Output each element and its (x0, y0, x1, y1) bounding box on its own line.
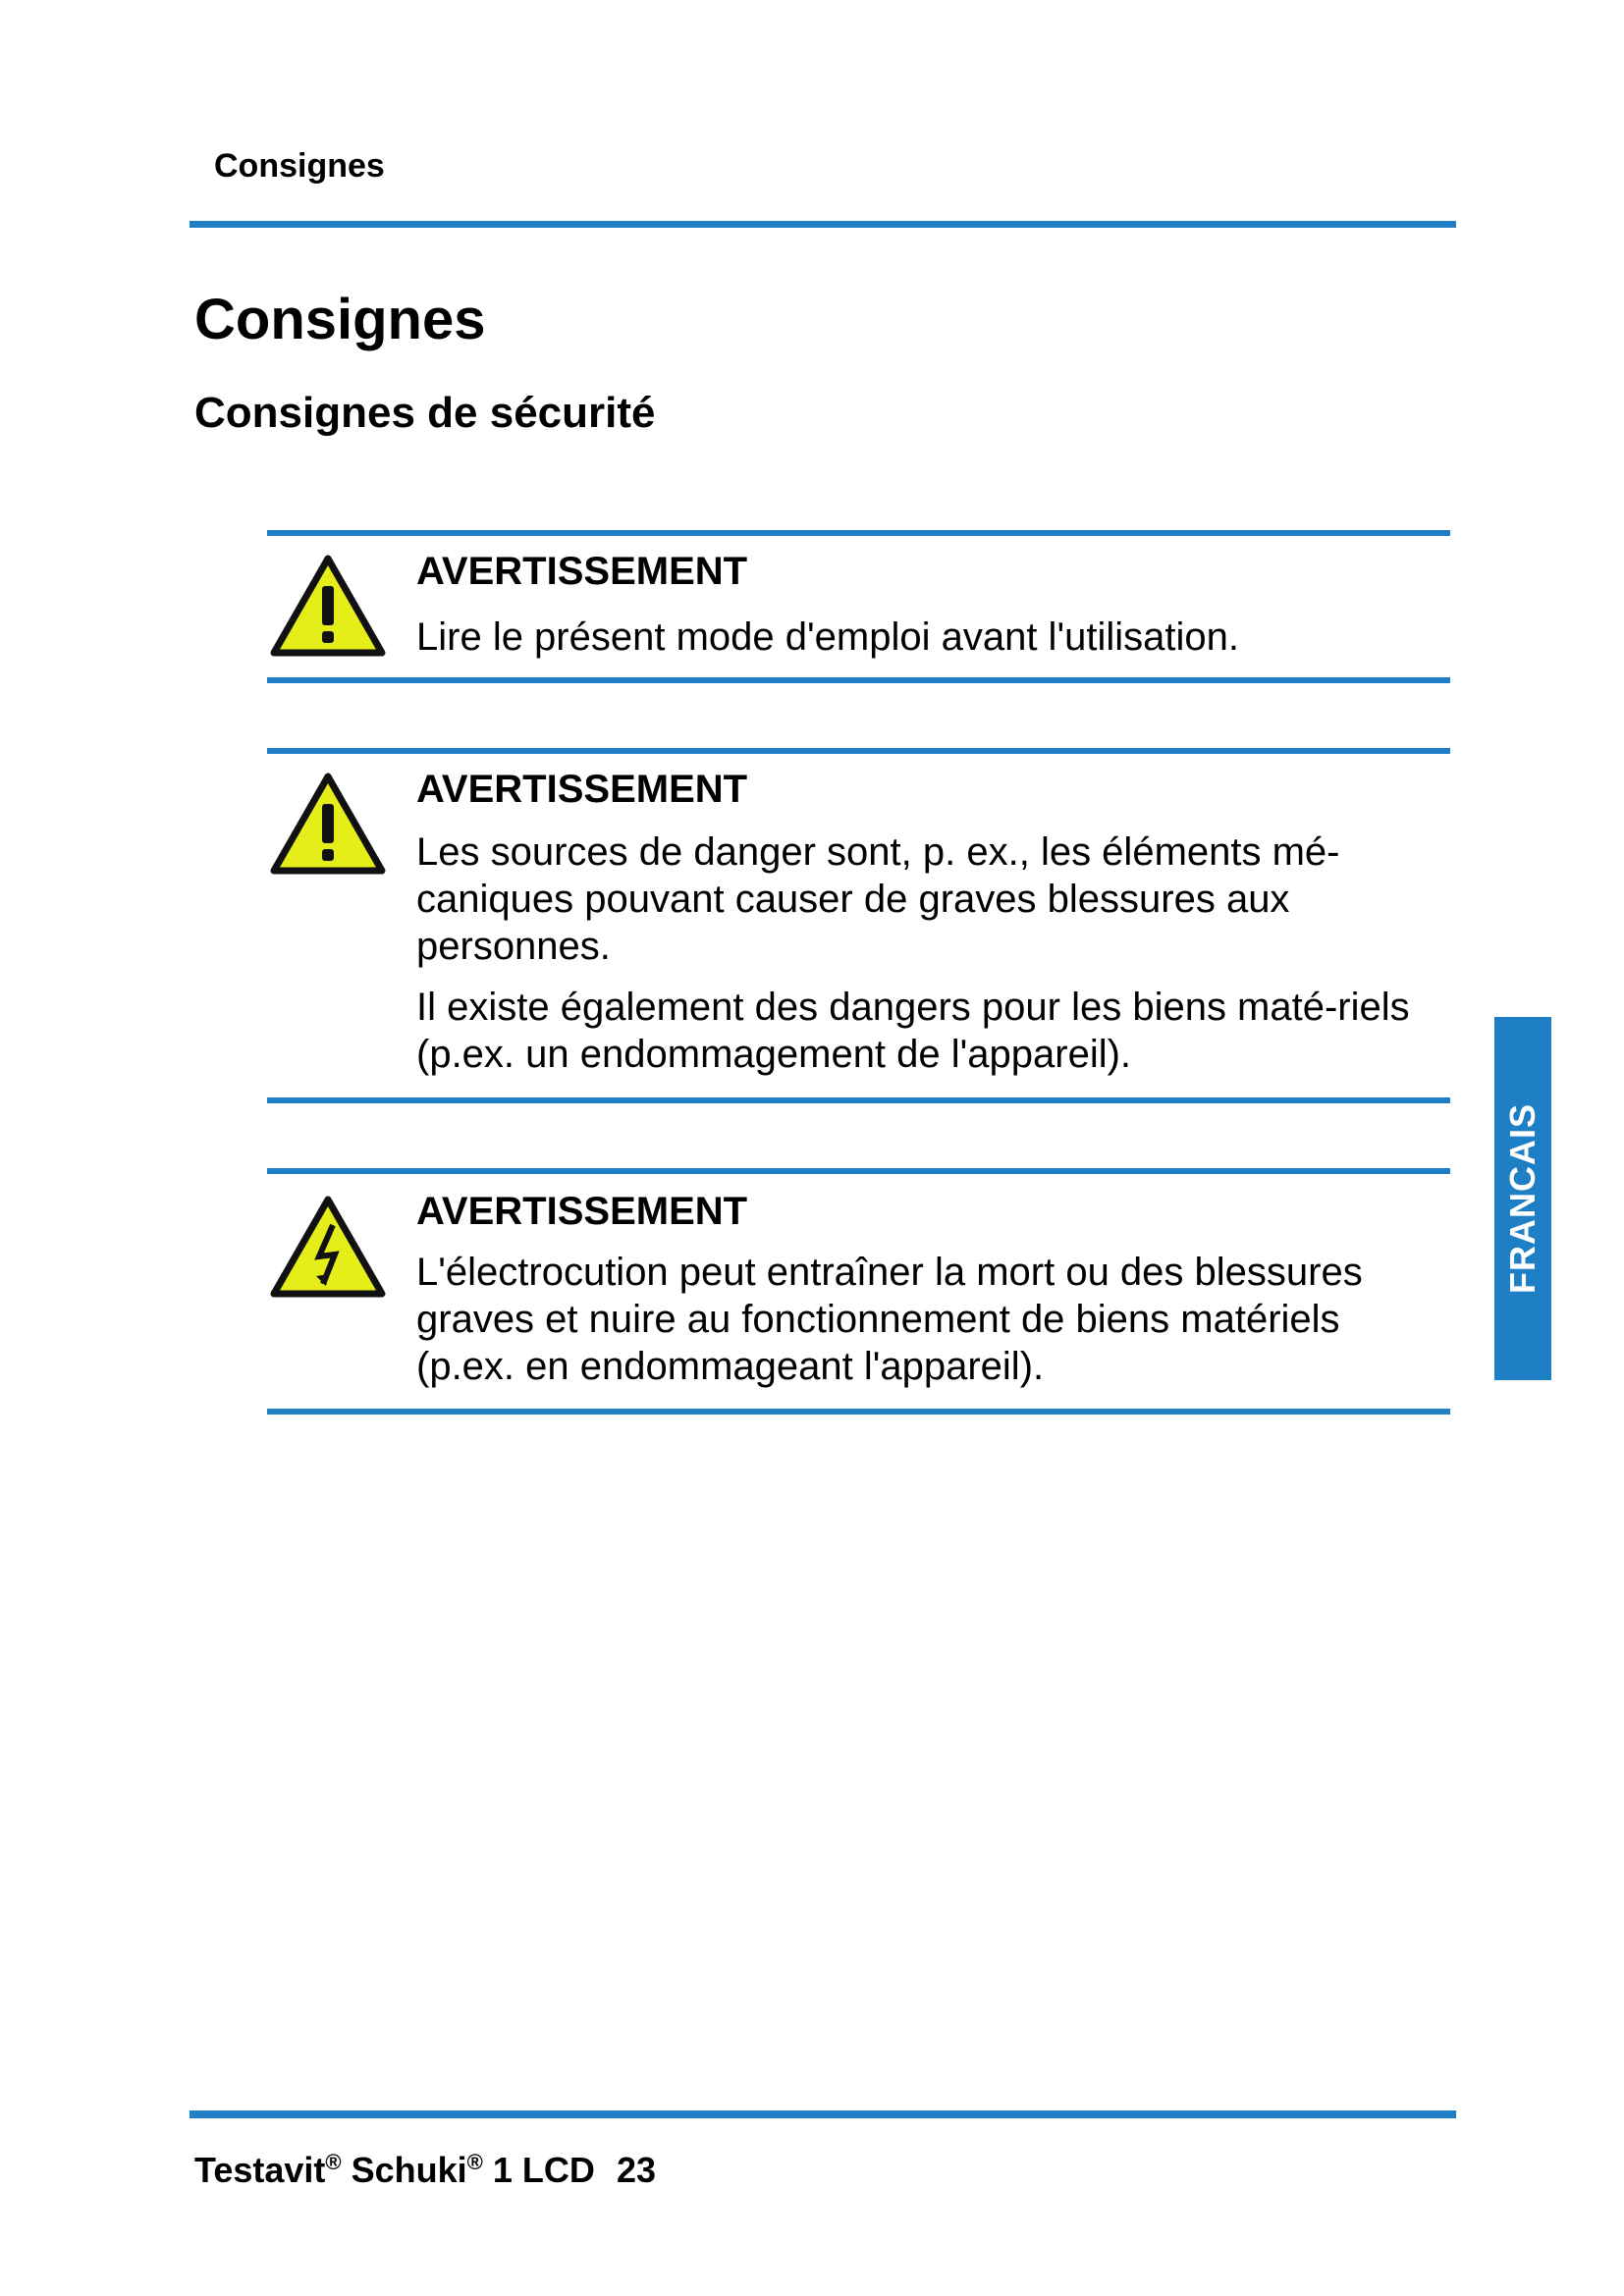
warning-3-bottom-rule (267, 1409, 1450, 1415)
warning-2-top-rule (267, 748, 1450, 754)
page-title: Consignes (194, 288, 486, 351)
warning-2-paragraph-1: Les sources de danger sont, p. ex., les éléments mé-caniques pouvant causer de graves blessures aux personnes. (416, 830, 1340, 968)
warning-2-paragraph-2: Il existe également des dangers pour les biens maté-riels (p.ex. un endommagement de l'appareil). (416, 986, 1410, 1076)
page-number: 23 (616, 2150, 656, 2190)
section-title: Consignes de sécurité (194, 389, 656, 437)
warning-3-top-rule (267, 1168, 1450, 1174)
language-tab (1494, 1017, 1551, 1380)
footer-model: 1 LCD (492, 2150, 595, 2190)
warning-3-title: AVERTISSEMENT (416, 1190, 748, 1233)
exclamation-warning-icon (270, 773, 386, 875)
footer-product: Schuki (351, 2150, 467, 2190)
header-rule (189, 221, 1456, 228)
electric-shock-warning-icon (270, 1196, 386, 1298)
footer-brand: Testavit (194, 2150, 326, 2190)
footer (194, 2150, 656, 2191)
warning-2-bottom-rule (267, 1097, 1450, 1103)
footer-registered-mark: ® (466, 2150, 483, 2174)
exclamation-warning-icon (270, 555, 386, 657)
language-tab-label: FRANCAIS (1502, 1103, 1543, 1294)
warning-1-bottom-rule (267, 677, 1450, 683)
warning-1-text: Lire le présent mode d'emploi avant l'utilisation. (416, 615, 1239, 659)
warning-1-title: AVERTISSEMENT (416, 550, 748, 593)
running-header: Consignes (214, 147, 385, 185)
footer-rule (189, 2110, 1456, 2118)
warning-3-text: L'électrocution peut entraîner la mort ou des blessures graves et nuire au fonctionnement de biens matériels (p.ex. en endommageant l'appareil). (416, 1251, 1363, 1388)
footer-registered-mark: ® (325, 2150, 342, 2174)
warning-1-top-rule (267, 530, 1450, 536)
warning-2-title: AVERTISSEMENT (416, 768, 748, 811)
